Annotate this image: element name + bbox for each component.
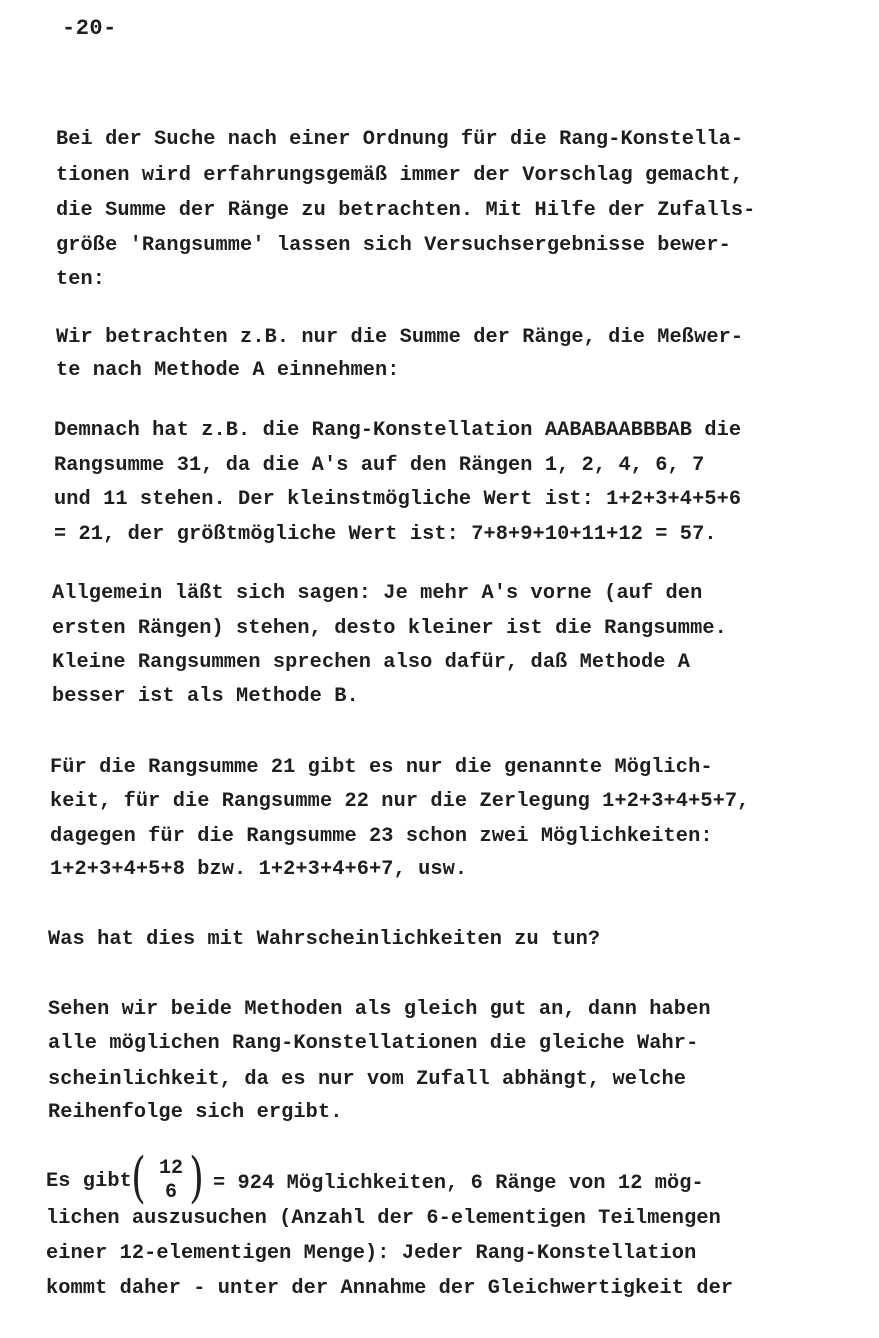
page-number: -20- (62, 16, 117, 41)
text-line: dagegen für die Rangsumme 23 schon zwei Möglichkeiten: (50, 825, 713, 848)
text-line: keit, für die Rangsumme 22 nur die Zerlegung 1+2+3+4+5+7, (50, 790, 750, 813)
text-line: tionen wird erfahrungsgemäß immer der Vorschlag gemacht, (56, 164, 744, 187)
binomial-bottom: 6 (164, 1181, 177, 1204)
text-line-prefix: Es gibt (46, 1170, 132, 1193)
text-line: Demnach hat z.B. die Rang-Konstellation AABABAABBBAB die (54, 419, 742, 442)
text-line: lichen auszusuchen (Anzahl der 6-elementigen Teilmengen (46, 1207, 721, 1230)
text-line: Sehen wir beide Methoden als gleich gut an, dann haben (48, 998, 711, 1021)
text-line: Reihenfolge sich ergibt. (48, 1101, 343, 1124)
text-line: besser ist als Methode B. (52, 685, 359, 708)
text-line: = 21, der größtmögliche Wert ist: 7+8+9+10+11+12 = 57. (54, 523, 717, 546)
text-line: te nach Methode A einnehmen: (56, 359, 400, 382)
text-line: kommt daher - unter der Annahme der Gleichwertigkeit der (46, 1277, 734, 1300)
text-line: die Summe der Ränge zu betrachten. Mit Hilfe der Zufalls- (56, 199, 756, 222)
right-paren: ) (189, 1146, 204, 1209)
left-paren: ( (131, 1146, 146, 1209)
text-line: Was hat dies mit Wahrscheinlichkeiten zu tun? (48, 928, 601, 951)
text-line: Wir betrachten z.B. nur die Summe der Ränge, die Meßwer- (56, 326, 744, 349)
text-line: ten: (56, 268, 106, 291)
text-line: Kleine Rangsummen sprechen also dafür, daß Methode A (52, 651, 691, 674)
text-line: 1+2+3+4+5+8 bzw. 1+2+3+4+6+7, usw. (50, 858, 468, 881)
text-line: alle möglichen Rang-Konstellationen die gleiche Wahr- (48, 1032, 699, 1055)
text-line: Bei der Suche nach einer Ordnung für die Rang-Konstella- (56, 128, 744, 151)
text-line-suffix: = 924 Möglichkeiten, 6 Ränge von 12 mög- (213, 1172, 704, 1195)
binomial-top: 12 (158, 1157, 183, 1180)
text-line: und 11 stehen. Der kleinstmögliche Wert ist: 1+2+3+4+5+6 (54, 488, 742, 511)
text-line: einer 12-elementigen Menge): Jeder Rang-Konstellation (46, 1242, 697, 1265)
text-line: Rangsumme 31, da die A's auf den Rängen 1, 2, 4, 6, 7 (54, 454, 705, 477)
text-line: scheinlichkeit, da es nur vom Zufall abhängt, welche (48, 1068, 687, 1091)
text-line: Allgemein läßt sich sagen: Je mehr A's vorne (auf den (52, 582, 703, 605)
text-line: ersten Rängen) stehen, desto kleiner ist die Rangsumme. (52, 617, 727, 640)
text-line: größe 'Rangsumme' lassen sich Versuchsergebnisse bewer- (56, 234, 731, 257)
binomial-coefficient (128, 1146, 214, 1211)
text-line: Für die Rangsumme 21 gibt es nur die genannte Möglich- (50, 756, 713, 779)
